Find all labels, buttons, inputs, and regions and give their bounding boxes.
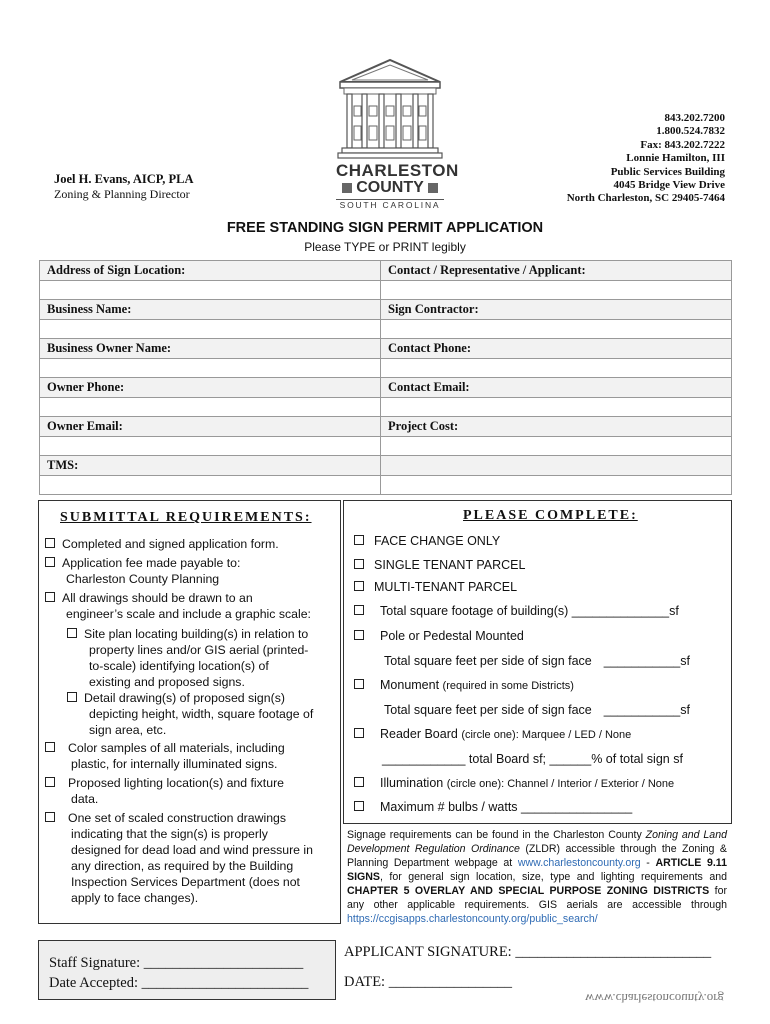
req-item bbox=[45, 591, 253, 607]
req-text: Site plan locating building(s) in relation to bbox=[84, 627, 309, 641]
opt-multi-tenant bbox=[354, 580, 517, 594]
opt-text: Total square feet per side of sign face bbox=[384, 703, 592, 717]
gis-link[interactable]: https://ccgisapps.charlestoncounty.org/public_search/ bbox=[347, 913, 598, 925]
field-label-row bbox=[40, 339, 732, 359]
field-label-contact-rep: Contact / Representative / Applicant: bbox=[381, 261, 732, 281]
checkbox[interactable] bbox=[354, 559, 364, 569]
checkbox[interactable] bbox=[354, 777, 364, 787]
requirements-heading: SUBMITTAL REQUIREMENTS: bbox=[60, 510, 312, 525]
tms-input[interactable] bbox=[40, 475, 381, 495]
contact-rep-input[interactable] bbox=[381, 280, 732, 300]
opt-pole bbox=[354, 629, 524, 643]
req-text: One set of scaled construction drawings bbox=[68, 811, 287, 825]
checkbox[interactable] bbox=[354, 630, 364, 640]
field-label-row bbox=[40, 417, 732, 437]
please-complete-box bbox=[343, 500, 732, 824]
opt-text: SINGLE TENANT PARCEL bbox=[374, 558, 526, 572]
req-text: data. bbox=[71, 792, 99, 806]
req-text: plastic, for internally illuminated signs. bbox=[71, 757, 278, 771]
field-input-row bbox=[40, 319, 732, 339]
logo-county-row bbox=[336, 179, 444, 197]
req-item bbox=[45, 741, 285, 757]
checkbox[interactable] bbox=[45, 557, 55, 567]
contact-phone-1: 843.202.7200 bbox=[664, 112, 725, 124]
note-text: (ZLDR) accessible through the Zoning & Planning Department webpage at bbox=[347, 843, 727, 869]
monument-sqft-blank[interactable]: ___________sf bbox=[603, 703, 690, 717]
opt-text: FACE CHANGE ONLY bbox=[374, 534, 501, 548]
note-text: for any other applicable requirements. GIS aerials are accessible through bbox=[347, 885, 727, 911]
field-label-row bbox=[40, 261, 732, 281]
opt-text: Illumination bbox=[380, 776, 444, 790]
opt-text: Total square footage of building(s) ____ bbox=[380, 604, 600, 618]
checkbox[interactable] bbox=[67, 692, 77, 702]
contact-building-name: Lonnie Hamilton, III bbox=[626, 152, 725, 165]
req-text: apply to face changes). bbox=[71, 891, 199, 905]
opt-face-change bbox=[354, 534, 500, 548]
contact-block bbox=[567, 112, 725, 206]
req-text: existing and proposed signs. bbox=[89, 675, 245, 689]
req-text: Proposed lighting location(s) and fixture bbox=[68, 776, 285, 790]
note-zldr: Zoning and Land Development Regulation Ordinance bbox=[347, 829, 727, 855]
form-subtitle: Please TYPE or PRINT legibly bbox=[304, 240, 466, 254]
date-accepted[interactable]: Date Accepted: _______________________ bbox=[49, 975, 309, 991]
opt-text: Total square feet per side of sign face bbox=[384, 654, 592, 668]
opt-note: (circle one): Marquee / LED / None bbox=[461, 729, 632, 741]
field-label-owner-email: Owner Email: bbox=[40, 417, 381, 437]
field-label-row bbox=[40, 456, 732, 476]
opt-note: (circle one): Channel / Interior / Exterior / None bbox=[446, 778, 675, 790]
field-input-row bbox=[40, 397, 732, 417]
empty-input[interactable] bbox=[381, 475, 732, 495]
owner-phone-input[interactable] bbox=[40, 397, 381, 417]
req-text: Color samples of all materials, including bbox=[68, 741, 285, 755]
field-label-owner-phone: Owner Phone: bbox=[40, 378, 381, 398]
req-text: any direction, as required by the Building bbox=[71, 859, 294, 873]
req-text: Inspection Services Department (does not bbox=[71, 875, 300, 889]
field-label-sign-contractor: Sign Contractor: bbox=[381, 300, 732, 320]
opt-monument bbox=[354, 678, 574, 692]
note-text: , for general sign location, size, type and lighting requirements and bbox=[379, 871, 727, 883]
note-text: - bbox=[640, 857, 656, 869]
field-input-row bbox=[40, 358, 732, 378]
opt-reader-board bbox=[354, 727, 631, 741]
opt-text: MULTI-TENANT PARCEL bbox=[374, 580, 518, 594]
field-label-project-cost: Project Cost: bbox=[381, 417, 732, 437]
req-text: sign area, etc. bbox=[89, 723, 167, 737]
req-text: Detail drawing(s) of proposed sign(s) bbox=[84, 691, 285, 705]
logo-square-right bbox=[428, 183, 438, 193]
field-label-contact-email: Contact Email: bbox=[381, 378, 732, 398]
field-input-row bbox=[40, 475, 732, 495]
contact-city: North Charleston, SC 29405-7464 bbox=[566, 192, 725, 205]
field-label-row bbox=[40, 300, 732, 320]
req-item bbox=[45, 811, 286, 827]
checkbox[interactable] bbox=[45, 538, 55, 548]
opt-text: Maximum # bulbs / watts ________________ bbox=[380, 800, 633, 814]
owner-email-input[interactable] bbox=[40, 436, 381, 456]
courthouse-icon bbox=[336, 58, 444, 160]
field-label-tms: TMS: bbox=[40, 456, 381, 476]
opt-text: Reader Board bbox=[380, 727, 458, 741]
req-text: property lines and/or GIS aerial (printed- bbox=[89, 643, 309, 657]
applicant-signature[interactable]: APPLICANT SIGNATURE: ___________________________ bbox=[344, 944, 712, 960]
opt-single-tenant bbox=[354, 558, 525, 572]
opt-note: (required in some Districts) bbox=[442, 680, 574, 692]
checkbox[interactable] bbox=[45, 812, 55, 822]
sqft-blank[interactable]: __________sf bbox=[599, 604, 679, 618]
staff-box bbox=[38, 940, 336, 1000]
req-text: Charleston County Planning bbox=[66, 572, 220, 586]
checkbox[interactable] bbox=[67, 628, 77, 638]
checkbox[interactable] bbox=[354, 581, 364, 591]
opt-bulbs bbox=[354, 800, 632, 814]
req-text: to-scale) identifying location(s) of bbox=[89, 659, 269, 673]
applicant-info-table bbox=[39, 260, 732, 495]
contact-email-input[interactable] bbox=[381, 397, 732, 417]
field-label-contact-phone: Contact Phone: bbox=[381, 339, 732, 359]
form-title: FREE STANDING SIGN PERMIT APPLICATION bbox=[226, 220, 544, 236]
contact-phone-input[interactable] bbox=[381, 358, 732, 378]
footer-url: www.charlestoncounty.org bbox=[585, 991, 724, 1006]
director-name: Joel H. Evans, AICP, PLA bbox=[54, 172, 194, 186]
note-chapter: CHAPTER 5 OVERLAY AND SPECIAL PURPOSE ZONING DISTRICTS bbox=[347, 885, 710, 897]
logo-state: SOUTH CAROLINA bbox=[336, 199, 444, 210]
checkbox[interactable] bbox=[354, 728, 364, 738]
checkbox[interactable] bbox=[45, 742, 55, 752]
req-subitem bbox=[67, 691, 285, 707]
logo-name: CHARLESTON bbox=[336, 161, 459, 180]
opt-text: Pole or Pedestal Mounted bbox=[380, 629, 524, 643]
logo-square-left bbox=[342, 183, 352, 193]
checkbox[interactable] bbox=[354, 679, 364, 689]
submittal-requirements-box bbox=[38, 500, 341, 924]
checkbox[interactable] bbox=[45, 592, 55, 602]
req-subitem bbox=[67, 627, 308, 643]
signage-note bbox=[347, 828, 727, 926]
req-item bbox=[45, 556, 240, 572]
date-field[interactable]: DATE: _________________ bbox=[344, 974, 512, 990]
field-input-row bbox=[40, 436, 732, 456]
req-text: All drawings should be drawn to an bbox=[62, 591, 253, 605]
checkbox[interactable] bbox=[354, 801, 364, 811]
checkbox[interactable] bbox=[354, 605, 364, 615]
field-label-empty bbox=[381, 456, 732, 476]
req-text: Application fee made payable to: bbox=[62, 556, 241, 570]
contact-building: Public Services Building bbox=[610, 165, 725, 178]
req-item bbox=[45, 776, 284, 792]
opt-text: Monument bbox=[380, 678, 440, 692]
director-block bbox=[54, 172, 194, 202]
contact-street: 4045 Bridge View Drive bbox=[613, 179, 725, 192]
business-name-input[interactable] bbox=[40, 319, 381, 339]
business-owner-input[interactable] bbox=[40, 358, 381, 378]
req-text: depicting height, width, square footage of bbox=[89, 707, 314, 721]
monument-sqft-line bbox=[384, 703, 690, 717]
pole-sqft-blank[interactable]: ___________sf bbox=[603, 654, 690, 668]
county-logo bbox=[336, 58, 459, 210]
req-item bbox=[45, 537, 279, 553]
checkbox[interactable] bbox=[45, 777, 55, 787]
pole-sqft-line bbox=[384, 654, 690, 668]
staff-signature[interactable]: Staff Signature: ______________________ bbox=[49, 955, 304, 971]
req-text: designed for dead load and wind pressure in bbox=[71, 843, 314, 857]
note-text: Signage requirements can be found in the Charleston County bbox=[347, 829, 646, 841]
field-label-row bbox=[40, 378, 732, 398]
contact-fax: Fax: 843.202.7222 bbox=[640, 138, 725, 151]
checkbox[interactable] bbox=[354, 535, 364, 545]
req-text: Completed and signed application form. bbox=[62, 537, 279, 551]
field-label-business-owner: Business Owner Name: bbox=[40, 339, 381, 359]
logo-county: COUNTY bbox=[356, 179, 424, 196]
please-complete-heading: PLEASE COMPLETE: bbox=[463, 508, 638, 523]
opt-illumination bbox=[354, 776, 674, 790]
contact-phone-2: 1.800.524.7832 bbox=[656, 125, 725, 138]
county-website-link[interactable]: www.charlestoncounty.org bbox=[517, 857, 641, 869]
req-text: indicating that the sign(s) is properly bbox=[71, 827, 268, 841]
address-input[interactable] bbox=[40, 280, 381, 300]
field-input-row bbox=[40, 280, 732, 300]
field-label-business-name: Business Name: bbox=[40, 300, 381, 320]
project-cost-input[interactable] bbox=[381, 436, 732, 456]
note-article: ARTICLE 9.11 SIGNS bbox=[347, 857, 727, 883]
reader-board-line[interactable]: ____________ total Board sf; ______% of total sign sf bbox=[382, 752, 683, 766]
director-title: Zoning & Planning Director bbox=[54, 187, 190, 201]
req-text: engineer’s scale and include a graphic scale: bbox=[66, 607, 311, 621]
opt-total-sqft bbox=[354, 604, 679, 618]
field-label-address: Address of Sign Location: bbox=[40, 261, 381, 281]
sign-contractor-input[interactable] bbox=[381, 319, 732, 339]
